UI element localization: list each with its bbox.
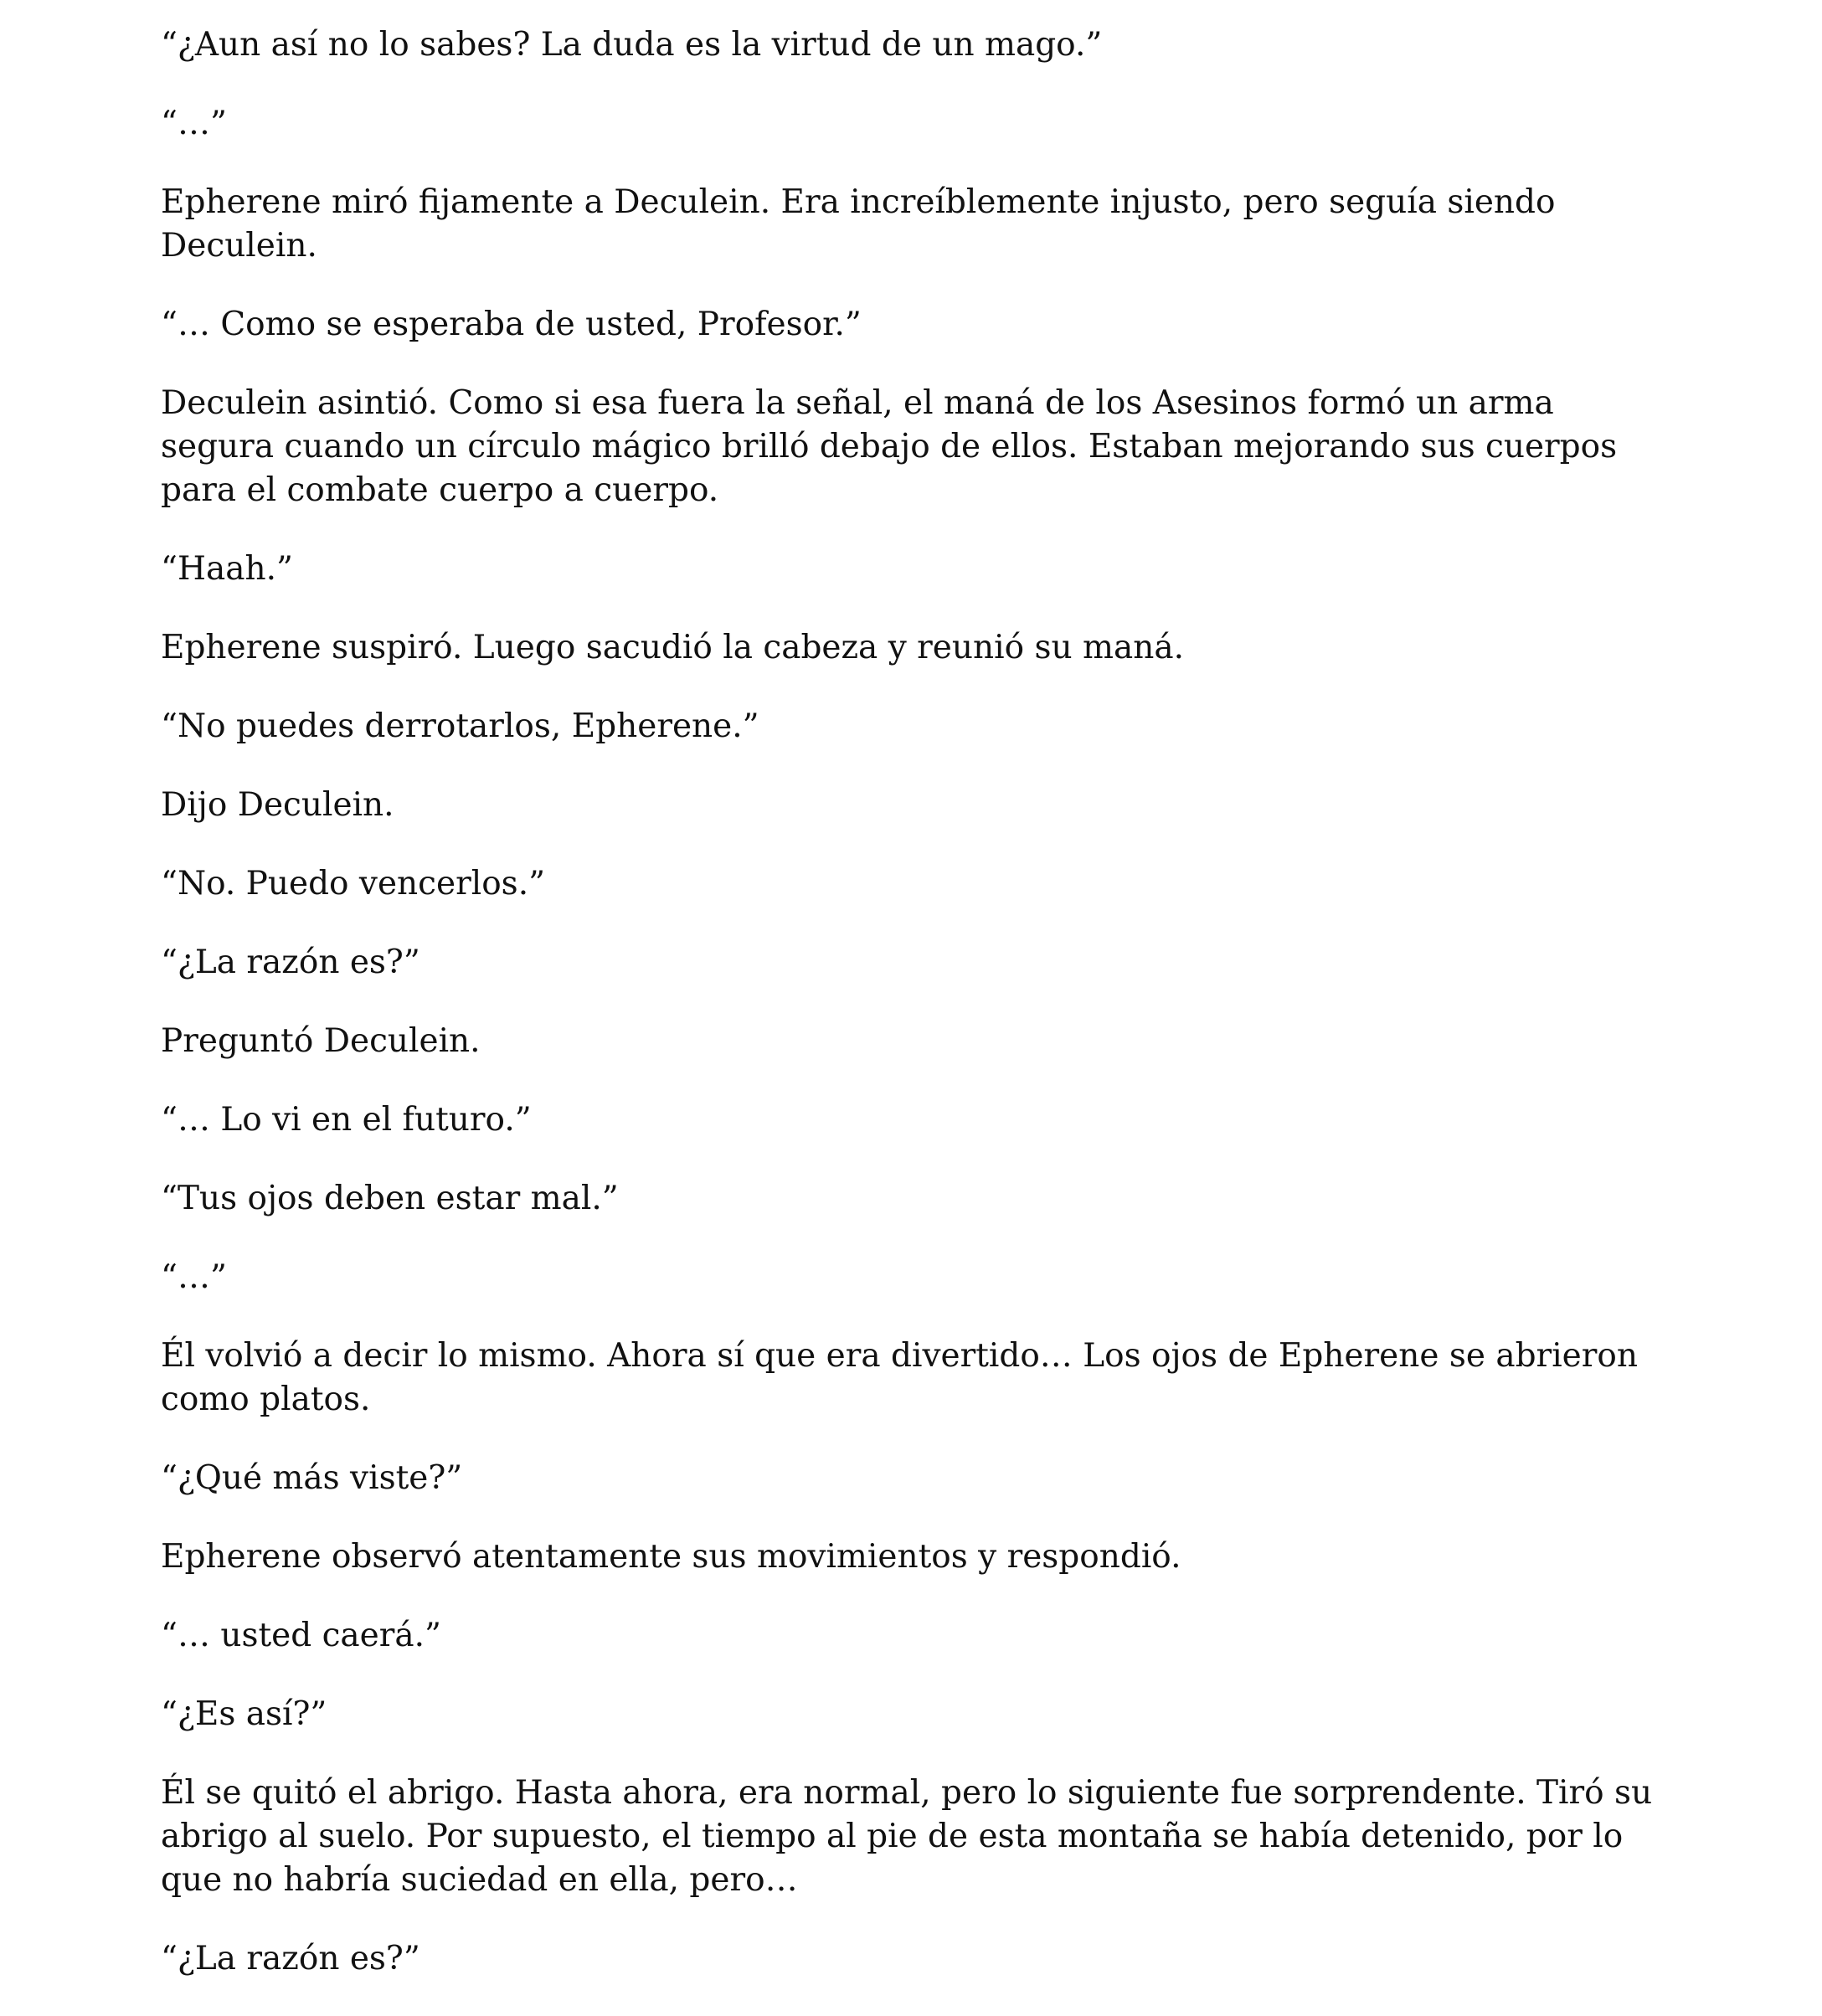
paragraph: Dijo Deculein. (161, 786, 394, 824)
paragraph: “¿Es así?” (161, 1695, 327, 1733)
paragraph: “¿La razón es?” (161, 944, 420, 981)
paragraph: Epherene miró fijamente a Deculein. Era increíblemente injusto, pero seguía siendo Deculein. (161, 183, 1556, 265)
document-page (161, 23, 1668, 2016)
paragraph: “… Lo vi en el futuro.” (161, 1101, 532, 1139)
paragraph: Él se quitó el abrigo. Hasta ahora, era normal, pero lo siguiente fue sorprendente. Tiró su abrigo al suelo. Por supuesto, el tiempo al pie de esta montaña se había detenido, por lo que no habría suciedad en ella, pero… (161, 1774, 1653, 1899)
paragraph: Epherene suspiró. Luego sacudió la cabeza y reunió su maná. (161, 629, 1184, 666)
paragraph: “…” (161, 1258, 227, 1296)
paragraph: Él volvió a decir lo mismo. Ahora sí que era divertido… Los ojos de Epherene se abrieron como platos. (161, 1337, 1638, 1418)
paragraph: “¿Aun así no lo sabes? La duda es la virtud de un mago.” (161, 26, 1103, 64)
paragraph: “…” (161, 105, 227, 142)
paragraph: “Haah.” (161, 550, 293, 588)
paragraph: “No puedes derrotarlos, Epherene.” (161, 707, 759, 745)
paragraph: “… Como se esperaba de usted, Profesor.” (161, 306, 862, 343)
paragraph: Epherene observó atentamente sus movimientos y respondió. (161, 1538, 1181, 1576)
paragraph: Deculein asintió. Como si esa fuera la señal, el maná de los Asesinos formó un arma segura cuando un círculo mágico brilló debajo de ellos. Estaban mejorando sus cuerpos para el combate cuerpo a cuerpo. (161, 384, 1618, 509)
paragraph: “¿Qué más viste?” (161, 1459, 463, 1497)
paragraph: “… usted caerá.” (161, 1617, 441, 1654)
paragraph: Preguntó Deculein. (161, 1022, 481, 1060)
paragraph: “¿La razón es?” (161, 1940, 420, 1977)
paragraph: “No. Puedo vencerlos.” (161, 865, 546, 903)
paragraph: “Tus ojos deben estar mal.” (161, 1180, 619, 1217)
